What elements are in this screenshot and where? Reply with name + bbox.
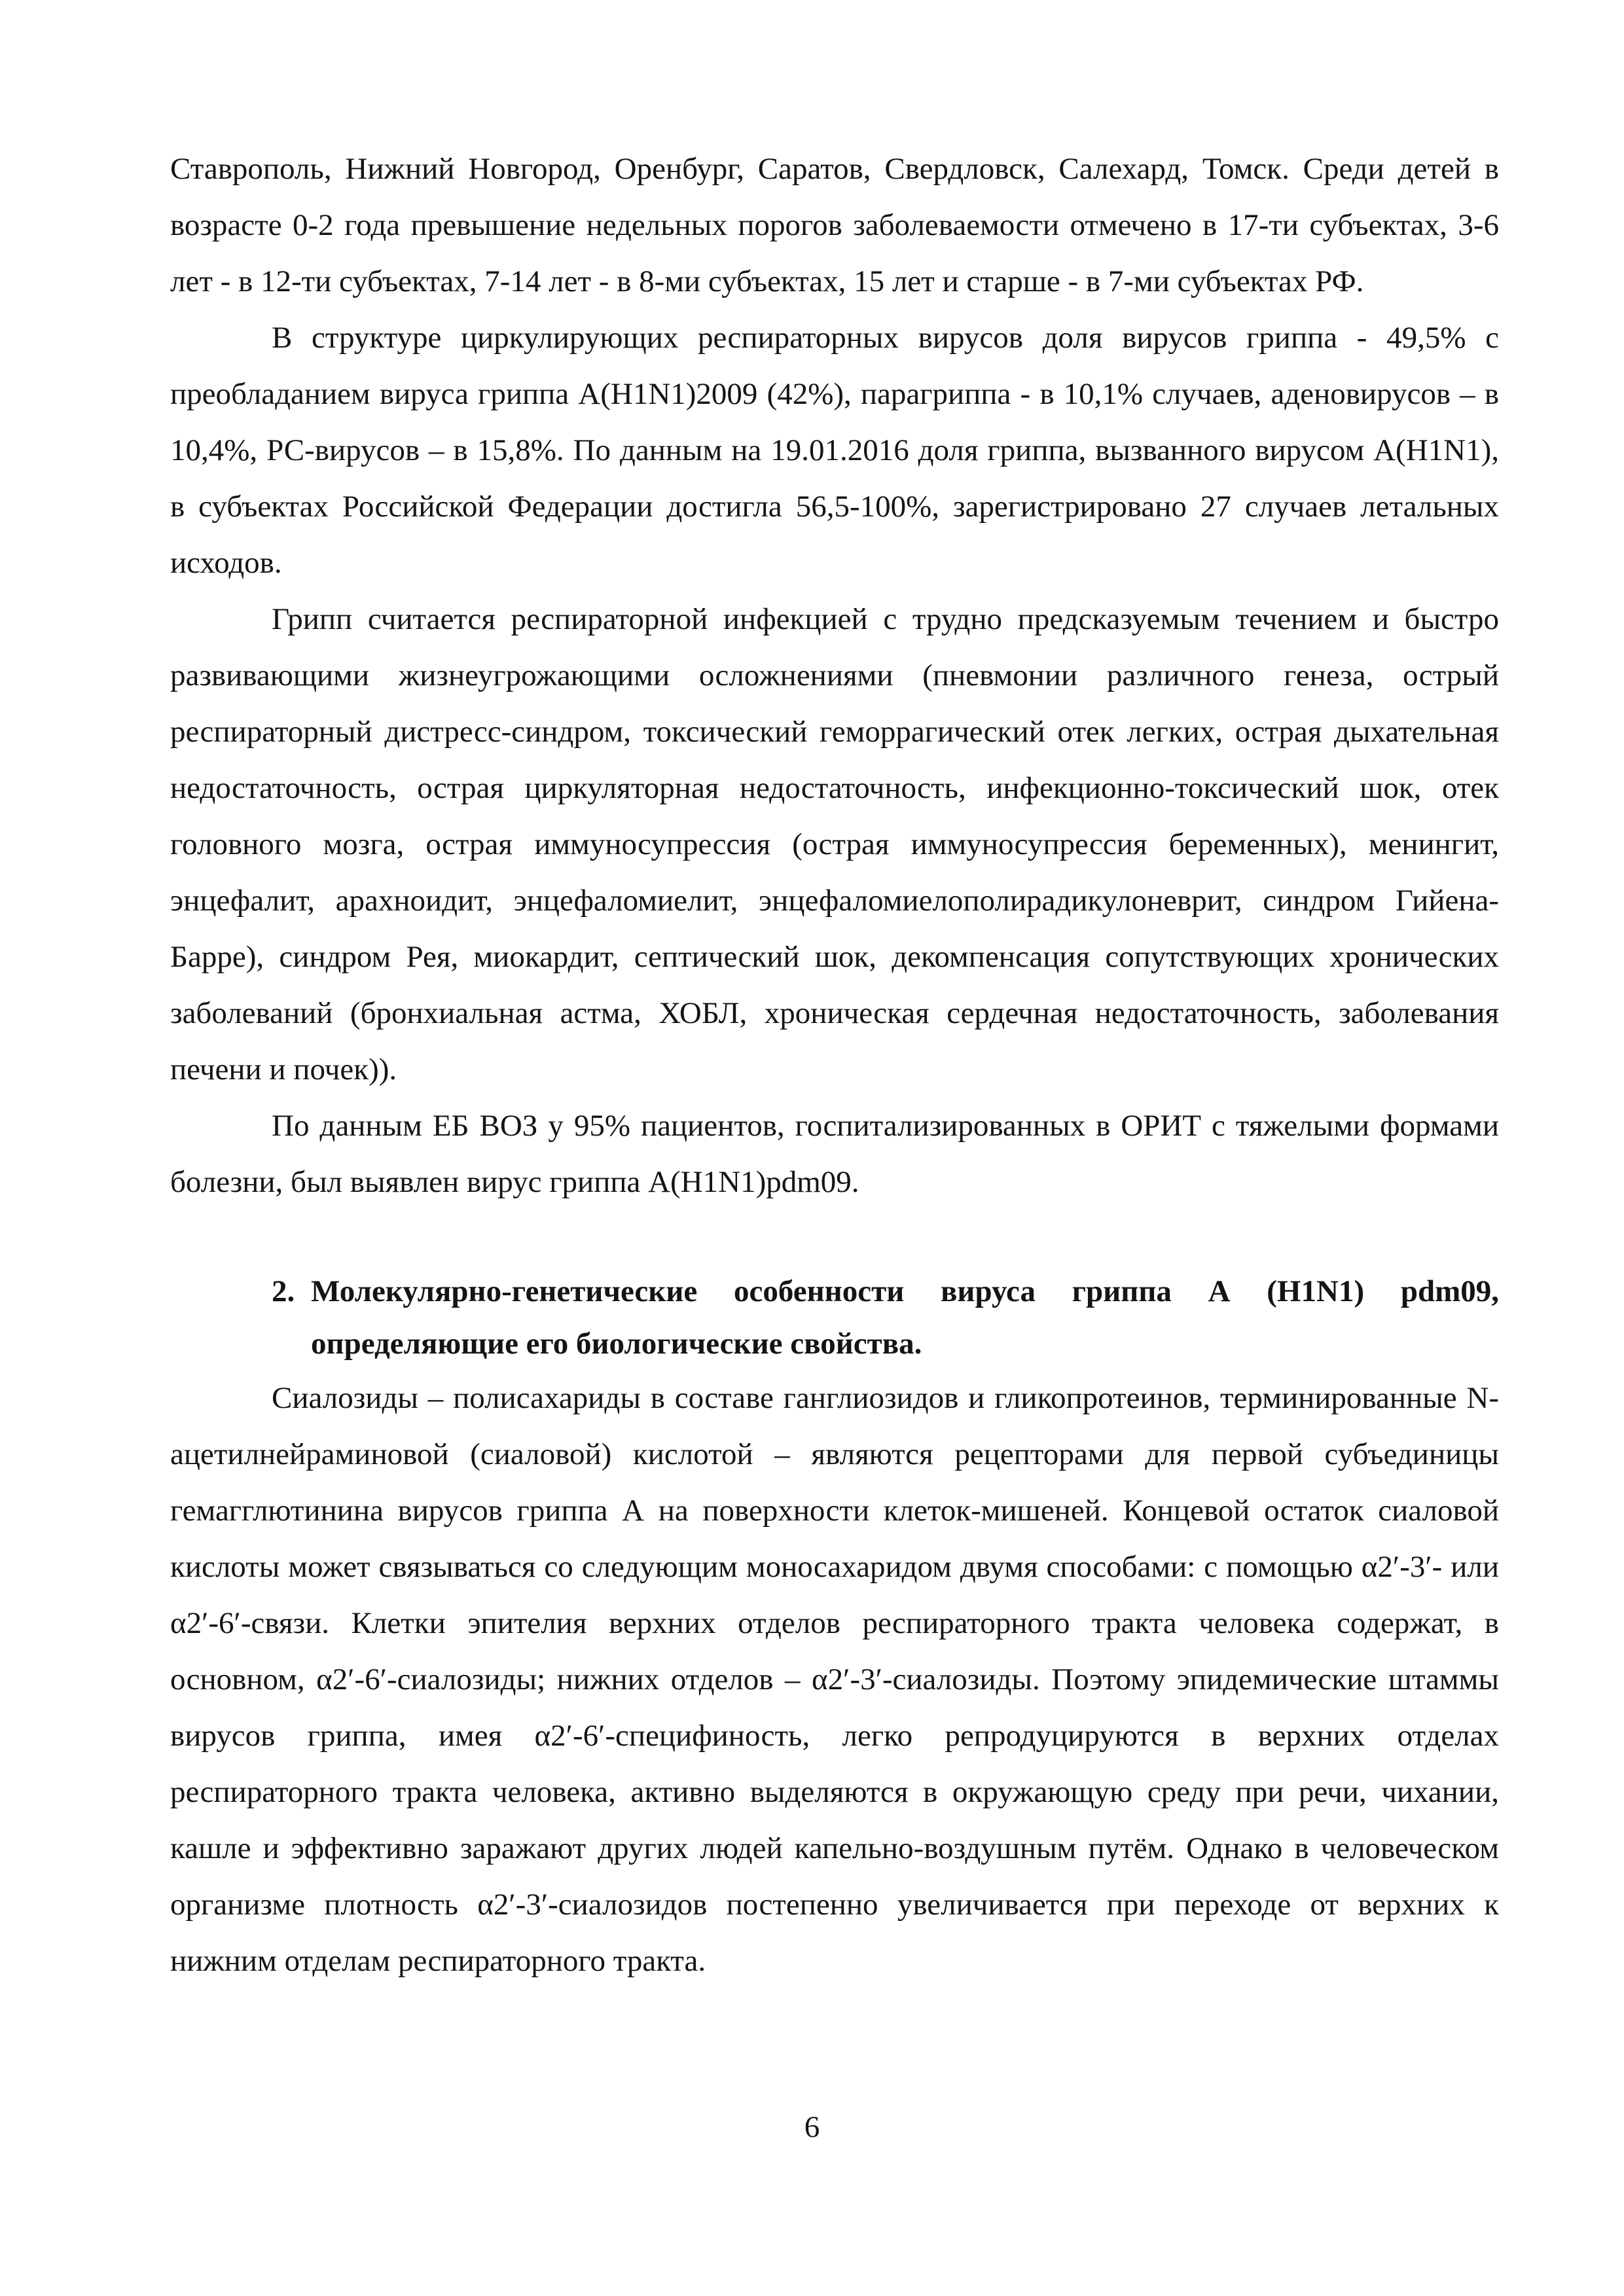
paragraph-who-data: По данным ЕБ ВОЗ у 95% пациентов, госпитализированных в ОРИТ с тяжелыми формами болезни, был выявлен вирус гриппа A(H1N1)pdm09. [170,1109,1499,1199]
paragraph-virus-structure: В структуре циркулирующих респираторных вирусов доля вирусов гриппа - 49,5% с преобладанием вируса гриппа A(H1N1)2009 (42%), парагриппа - в 10,1% случаев, аденовирусов – в 10,4%, РС-вирусов – в 15,8%. По данным на 19.01.2016 доля гриппа, вызванного вирусом A(H1N1), в субъектах Российской Федерации достигла 56,5-100%, зарегистрировано 27 случаев летальных исходов. [170,321,1499,580]
section-heading [170,1265,1499,1370]
section-number: 2. [272,1274,295,1308]
page-number: 6 [804,2110,820,2144]
document-body [170,141,1499,1989]
paragraph-sialosides: Сиалозиды – полисахариды в составе ганглиозидов и гликопротеинов, терминированные N-ацетилнейраминовой (сиаловой) кислотой – являются рецепторами для первой субъединицы гемагглютинина вирусов гриппа А на поверхности клеток-мишеней. Концевой остаток сиаловой кислоты может связываться со следующим моносахаридом двумя способами: с помощью α2′-3′- или α2′-6′-связи. Клетки эпителия верхних отделов респираторного тракта человека содержат, в основном, α2′-6′-сиалозиды; нижних отделов – α2′-3′-сиалозиды. Поэтому эпидемические штаммы вирусов гриппа, имея α2′-6′-специфиность, легко репродуцируются в верхних отделах респираторного тракта человека, активно выделяются в окружающую среду при речи, чихании, кашле и эффективно заражают других людей капельно-воздушным путём. Однако в человеческом организме плотность α2′-3′-сиалозидов постепенно увеличивается при переходе от верхних к нижним отделам респираторного тракта. [170,1381,1499,1978]
section-title: Молекулярно-генетические особенности вируса гриппа А (H1N1) pdm09, определяющие его биологические свойства. [311,1274,1499,1361]
paragraph-regional-morbidity: Ставрополь, Нижний Новгород, Оренбург, Саратов, Свердловск, Салехард, Томск. Среди детей в возрасте 0-2 года превышение недельных порогов заболеваемости отмечено в 17-ти субъектах, 3-6 лет - в 12-ти субъектах, 7-14 лет - в 8-ми субъектах, 15 лет и старше - в 7-ми субъектах РФ. [170,152,1499,298]
paragraph-influenza-complications: Грипп считается респираторной инфекцией с трудно предсказуемым течением и быстро развивающими жизнеугрожающими осложнениями (пневмонии различного генеза, острый респираторный дистресс-синдром, токсический геморрагический отек легких, острая дыхательная недостаточность, острая циркуляторная недостаточность, инфекционно-токсический шок, отек головного мозга, острая иммуносупрессия (острая иммуносупрессия беременных), менингит, энцефалит, арахноидит, энцефаломиелит, энцефаломиелополирадикулоневрит, синдром Гийена-Барре), синдром Рея, миокардит, септический шок, декомпенсация сопутствующих хронических заболеваний (бронхиальная астма, ХОБЛ, хроническая сердечная недостаточность, заболевания печени и почек)). [170,602,1499,1086]
